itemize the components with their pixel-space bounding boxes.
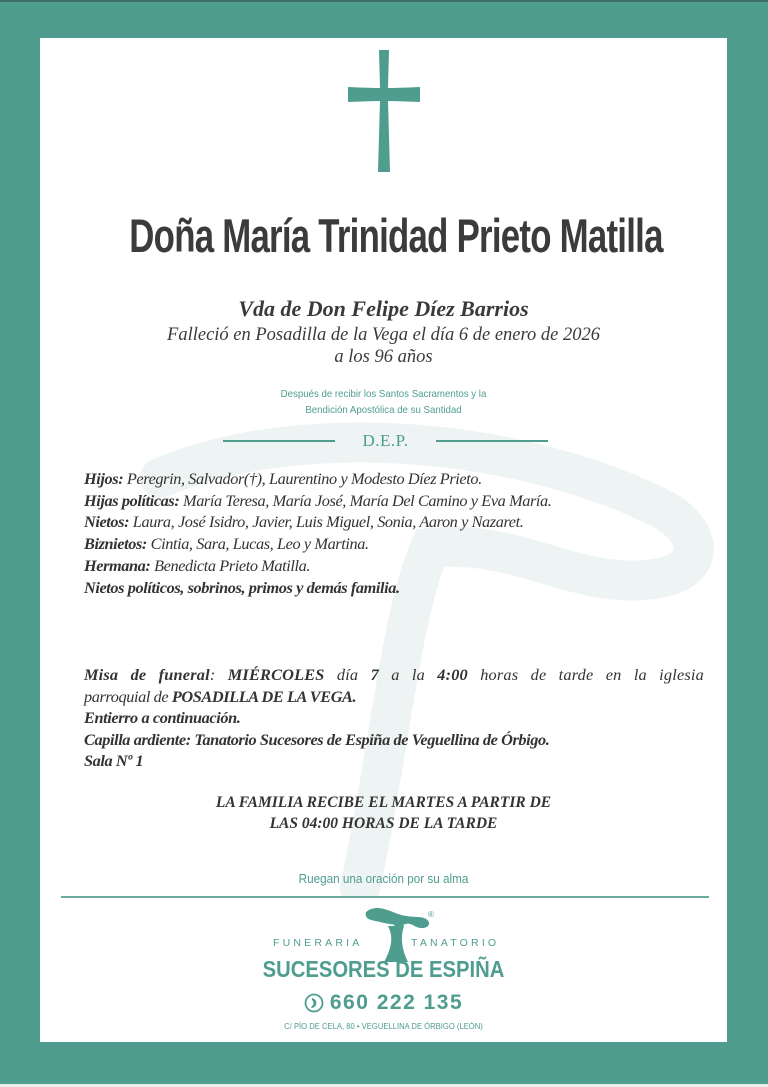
death-date-place: Falleció en Posadilla de la Vega el día 6 de enero de 2026	[167, 325, 600, 345]
funeraria-label: FUNERARIA	[273, 937, 363, 949]
family-names: Benedicta Prieto Matilla.	[150, 555, 311, 575]
family-row	[84, 468, 724, 490]
chapel-line	[84, 729, 704, 751]
room-text: Sala Nº 1	[84, 751, 144, 771]
family-label: Hijos:	[84, 469, 124, 488]
reception-line: LAS 04:00 HORAS DE LA TARDE	[269, 815, 498, 832]
deceased-name: Doña María Trinidad Prieto Matilla	[129, 209, 663, 262]
sacraments-line: Bendición Apostólica de su Santidad	[305, 404, 462, 416]
funeraria-logo-icon	[358, 904, 438, 962]
burial-text: Entierro a continuación.	[84, 708, 241, 728]
family-label: Biznietos:	[84, 534, 147, 554]
burial-line	[84, 707, 704, 729]
colon: :	[209, 665, 228, 684]
sacraments-note	[67, 386, 699, 418]
death-age: a los 96 años	[334, 347, 433, 367]
company-name: SUCESORES DE ESPIÑA	[262, 956, 505, 982]
family-label: Nietos:	[84, 512, 130, 532]
registered-mark: ®	[428, 910, 434, 919]
divider-line	[436, 440, 548, 442]
company-address: C/ PÍO DE CELA, 80 • VEGUELLINA DE ÓRBIGO (LEÓN)	[284, 1021, 483, 1031]
text: horas de tarde en la iglesia	[467, 665, 704, 684]
cross-icon	[346, 50, 422, 172]
prayer-request: Ruegan una oración por su alma	[298, 871, 469, 886]
chapel-text: Capilla ardiente: Tanatorio Sucesores de Espiña de Veguellina de Órbigo.	[84, 729, 550, 749]
family-row	[84, 511, 724, 533]
parish-name: POSADILLA DE LA VEGA.	[171, 686, 357, 706]
dep-divider	[223, 430, 548, 452]
family-list	[84, 468, 724, 598]
text: a la	[378, 665, 438, 684]
widow-of: Vda de Don Felipe Díez Barrios	[238, 296, 529, 321]
family-row	[84, 533, 724, 555]
tanatorio-label: TANATORIO	[411, 937, 500, 949]
obituary-card	[40, 38, 727, 1042]
family-label: Hermana:	[84, 555, 151, 575]
text: día	[324, 665, 371, 684]
family-names: Laura, José Isidro, Javier, Luis Miguel, Sonia, Aaron y Nazaret.	[129, 512, 524, 532]
family-names: María Teresa, María José, María Del Camino y Eva María.	[179, 490, 552, 510]
phone-contact	[40, 991, 727, 1015]
sacraments-line: Después de recibir los Santos Sacramentos y la	[280, 388, 487, 400]
family-label: Nietos políticos, sobrinos, primos y demás familia.	[84, 577, 400, 597]
text: parroquial de	[84, 686, 172, 706]
mass-label: Misa de funeral	[84, 665, 210, 684]
funeral-details	[84, 664, 704, 772]
family-label: Hijas políticas:	[84, 490, 180, 510]
family-reception	[40, 792, 727, 834]
footer-divider	[61, 896, 709, 898]
family-row	[84, 555, 724, 577]
family-names: Cintia, Sara, Lucas, Leo y Martina.	[146, 534, 369, 554]
family-names: Peregrin, Salvador(†), Laurentino y Modesto Díez Prieto.	[123, 469, 482, 488]
death-details	[40, 324, 727, 368]
divider-line	[223, 440, 335, 442]
reception-line: LA FAMILIA RECIBE EL MARTES A PARTIR DE	[215, 794, 552, 811]
phone-icon	[304, 993, 324, 1013]
phone-number[interactable]: 660 222 135	[329, 991, 464, 1014]
mass-time: 4:00	[437, 665, 468, 684]
parish-line	[84, 686, 704, 708]
family-row	[84, 577, 724, 599]
mass-day: MIÉRCOLES	[227, 665, 325, 684]
dep-text: D.E.P.	[362, 431, 409, 450]
room-line	[84, 750, 704, 772]
mass-line	[84, 664, 704, 686]
mass-day-number: 7	[370, 665, 379, 684]
family-row	[84, 490, 724, 512]
